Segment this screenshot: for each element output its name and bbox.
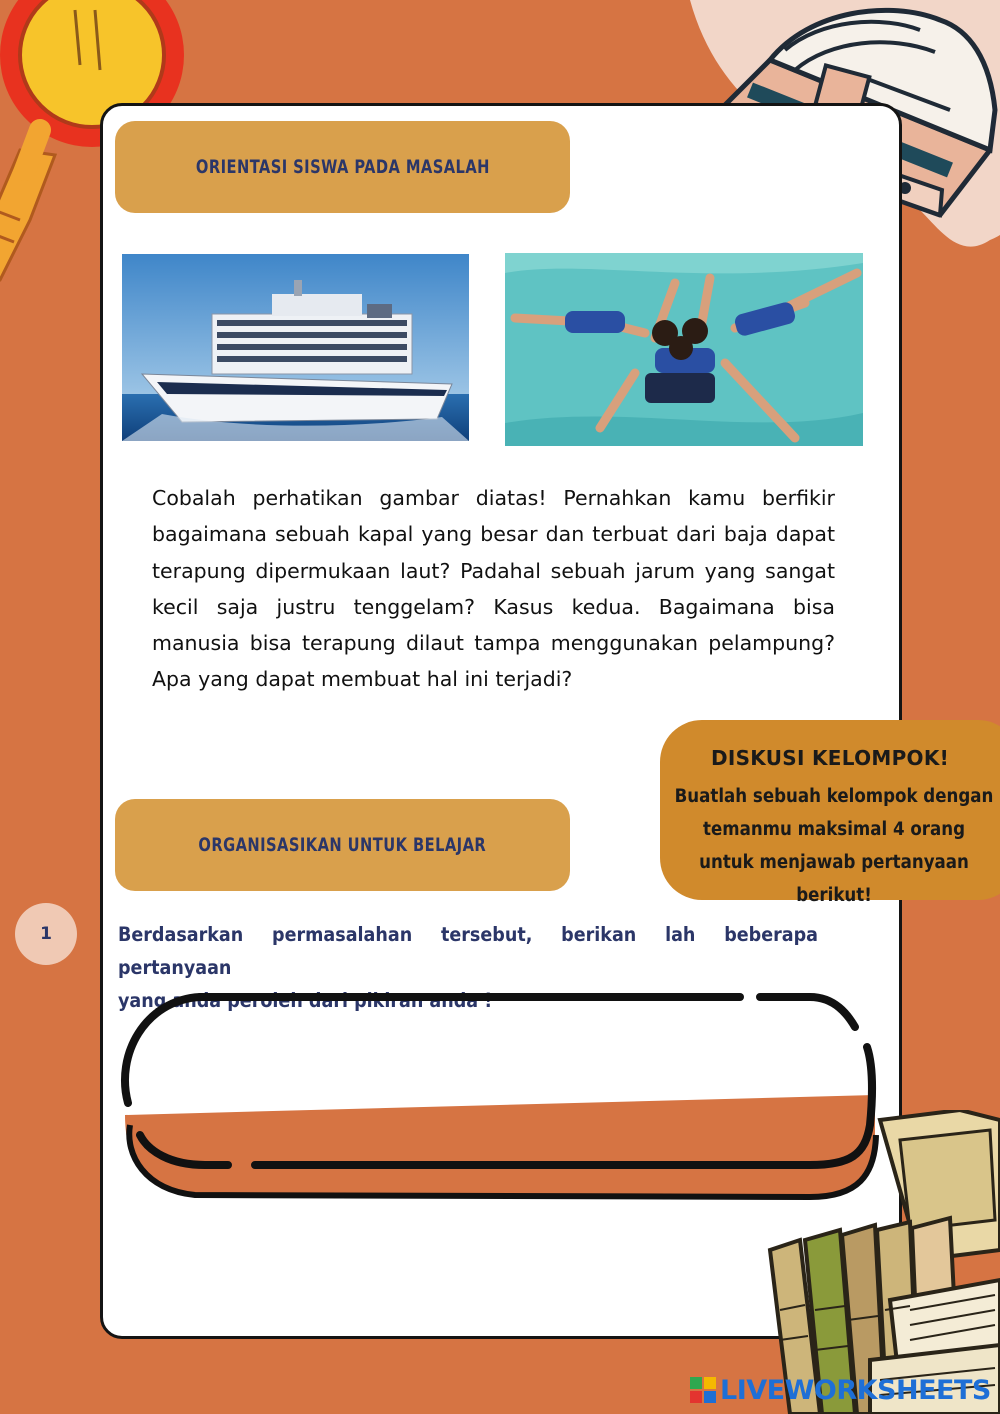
section-title-organize [115, 799, 570, 891]
question-number-badge [15, 903, 77, 965]
section-title-organize-label: ORGANISASIKAN UNTUK BELAJAR [198, 834, 487, 856]
group-discussion-instructions: Buatlah sebuah kelompok dengan temanmu maksimal 4 orang untuk menjawab pertanyaan berikut! [674, 786, 994, 906]
answer-input[interactable] [150, 1020, 844, 1144]
problem-story-text: Cobalah perhatikan gambar diatas! Pernahkan kamu berfikir bagaimana sebuah kapal yang besar dan terbuat dari baja dapat terapung dipermukaan laut? Padahal sebuah jarum yang sangat kecil saja justru tenggelam? Kasus kedua. Bagaimana bisa manusia bisa terapung dilaut tampa menggunakan pelampung? Apa yang dapat membuat hal ini terjadi? [152, 486, 835, 692]
liveworksheets-watermark [690, 1370, 991, 1410]
liveworksheets-logo-icon [690, 1377, 716, 1403]
section-title-orientation [115, 121, 570, 213]
group-discussion-title: DISKUSI KELOMPOK! [710, 746, 950, 770]
question-text-line-1: Berdasarkan permasalahan tersebut, berikan lah beberapa pertanyaan [118, 923, 818, 979]
question-text-line-2: yang anda peroleh dari pikiran anda ! [118, 989, 493, 1012]
book-stack-icon [760, 1110, 1000, 1414]
section-title-orientation-label: ORIENTASI SISWA PADA MASALAH [195, 156, 490, 178]
question-number: 1 [40, 924, 52, 944]
liveworksheets-watermark-text: LIVEWORKSHEETS [720, 1374, 991, 1406]
group-discussion-box [660, 720, 1000, 906]
cruise-ship-photo [122, 254, 469, 441]
floating-swimmers-photo [505, 253, 863, 446]
